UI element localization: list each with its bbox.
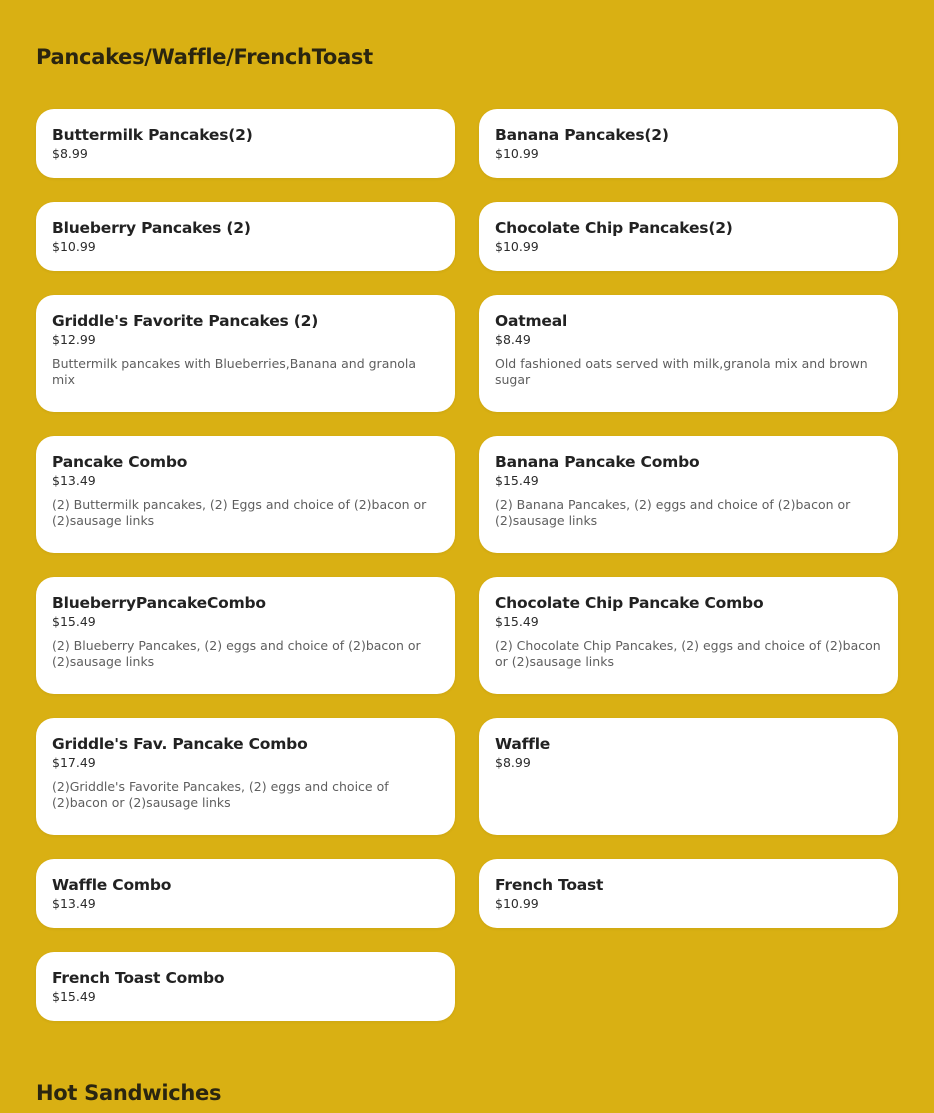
menu-item-card[interactable]: [36, 577, 455, 694]
menu-item-card[interactable]: [36, 109, 455, 178]
item-price: $15.49: [52, 614, 96, 629]
item-description: (2) Banana Pancakes, (2) eggs and choice of (2)bacon or (2)sausage links: [495, 497, 851, 528]
menu-item-card[interactable]: [36, 859, 455, 928]
item-price: $10.99: [52, 239, 96, 254]
menu-item-card[interactable]: [479, 109, 898, 178]
item-price: $17.49: [52, 755, 96, 770]
section-title-hot-sandwiches: Hot Sandwiches: [36, 1081, 222, 1105]
item-name: Buttermilk Pancakes(2): [52, 126, 253, 144]
item-price: $15.49: [52, 989, 96, 1004]
item-description: Old fashioned oats served with milk,granola mix and brown sugar: [495, 356, 868, 387]
item-name: Oatmeal: [495, 312, 568, 330]
item-name: Griddle's Fav. Pancake Combo: [52, 735, 308, 753]
menu-item-card[interactable]: [36, 952, 455, 1021]
item-price: $10.99: [495, 146, 539, 161]
item-price: $8.49: [495, 332, 531, 347]
item-price: $15.49: [495, 614, 539, 629]
menu-item-card[interactable]: [479, 436, 898, 553]
item-name: Waffle: [495, 735, 551, 753]
item-name: Banana Pancake Combo: [495, 453, 700, 471]
item-description: (2) Buttermilk pancakes, (2) Eggs and choice of (2)bacon or (2)sausage links: [52, 497, 427, 528]
menu-item-card[interactable]: [479, 202, 898, 271]
item-price: $12.99: [52, 332, 96, 347]
menu-item-card[interactable]: [36, 202, 455, 271]
item-name: French Toast: [495, 876, 604, 894]
item-name: Blueberry Pancakes (2): [52, 219, 251, 237]
item-name: Griddle's Favorite Pancakes (2): [52, 312, 319, 330]
item-price: $8.99: [495, 755, 531, 770]
item-price: $13.49: [52, 473, 96, 488]
menu-item-card[interactable]: [479, 577, 898, 694]
menu-item-card[interactable]: [36, 436, 455, 553]
item-name: Banana Pancakes(2): [495, 126, 669, 144]
item-price: $15.49: [495, 473, 539, 488]
menu-item-card[interactable]: [479, 859, 898, 928]
item-name: Waffle Combo: [52, 876, 172, 894]
section-title-pancakes: Pancakes/Waffle/FrenchToast: [36, 45, 373, 69]
item-description: Buttermilk pancakes with Blueberries,Banana and granola mix: [52, 356, 417, 387]
item-description: (2)Griddle's Favorite Pancakes, (2) eggs and choice of (2)bacon or (2)sausage links: [52, 779, 389, 810]
item-name: Chocolate Chip Pancake Combo: [495, 594, 764, 612]
item-price: $8.99: [52, 146, 88, 161]
item-price: $10.99: [495, 896, 539, 911]
menu-item-card[interactable]: [36, 718, 455, 835]
item-name: BlueberryPancakeCombo: [52, 594, 266, 612]
item-name: Chocolate Chip Pancakes(2): [495, 219, 733, 237]
menu-item-card[interactable]: [479, 295, 898, 412]
item-description: (2) Chocolate Chip Pancakes, (2) eggs and choice of (2)bacon or (2)sausage links: [495, 638, 881, 669]
menu-item-card[interactable]: [36, 295, 455, 412]
item-price: $10.99: [495, 239, 539, 254]
item-description: (2) Blueberry Pancakes, (2) eggs and choice of (2)bacon or (2)sausage links: [52, 638, 421, 669]
item-name: French Toast Combo: [52, 969, 225, 987]
menu-item-card[interactable]: [479, 718, 898, 835]
item-name: Pancake Combo: [52, 453, 188, 471]
item-price: $13.49: [52, 896, 96, 911]
